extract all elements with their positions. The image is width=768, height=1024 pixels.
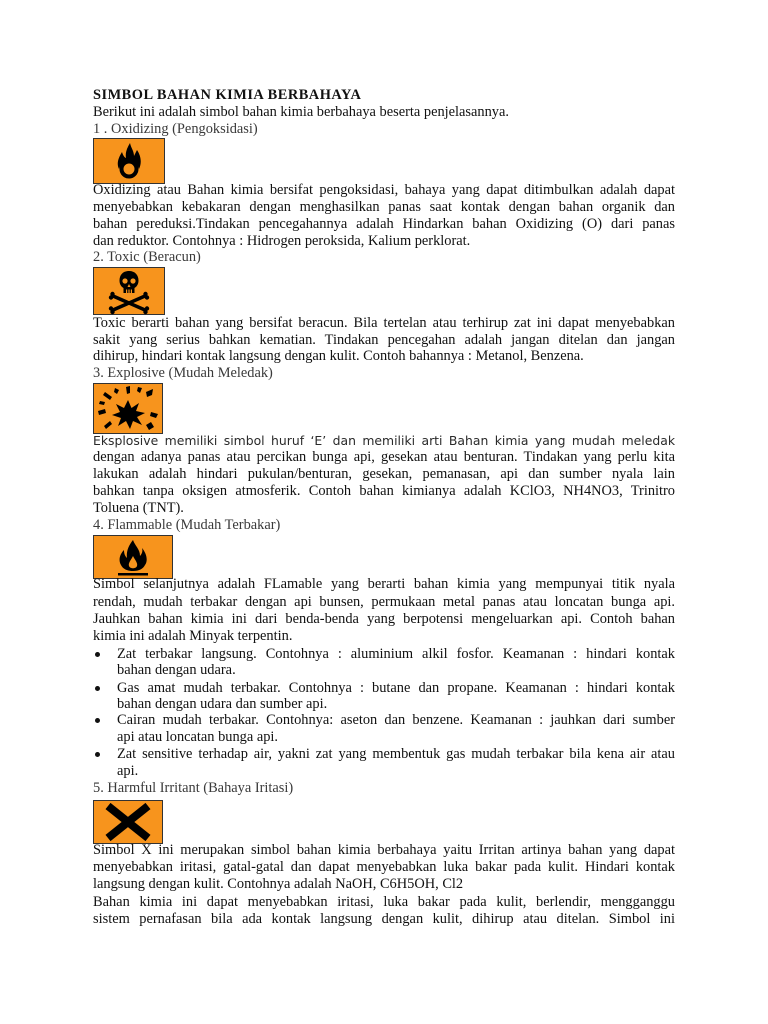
bullet-line: Zat terbakar langsung. Contohnya : aluminium alkil fosfor. Keamanan : hindari kontak [117, 646, 675, 662]
section-heading: 5. Harmful Irritant (Bahaya Iritasi) [93, 780, 294, 796]
bullet-line: Zat sensitive terhadap air, yakni zat yang membentuk gas mudah terbakar bila kena air atau [117, 746, 675, 762]
paragraph-line: rendah, mudah terbakar dengan api bunsen, permukaan metal panas atau loncatan bunga api. [93, 594, 675, 610]
paragraph-line: dan reduktor. Contohnya : Hidrogen peroksida, Kalium perklorat. [93, 233, 471, 249]
paragraph-line: bahkan tanpa oksigen atmosferik. Contoh bahan kimianya adalah KClO3, NH4NO3, Trinitro [93, 483, 675, 499]
paragraph-line: Simbol X ini merupakan simbol bahan kimia berbahaya yaitu Irritan artinya bahan yang dapat [93, 842, 675, 858]
bullet-marker [95, 746, 103, 763]
paragraph-line: Oxidizing atau Bahan kimia bersifat pengoksidasi, bahaya yang dapat ditimbulkan adalah dapat [93, 182, 675, 198]
irritant-symbol [93, 800, 163, 844]
bullet-marker [95, 712, 103, 729]
paragraph-line: dengan adanya panas atau percikan bunga api, gesekan atau benturan. Tindakan yang perlu kita [93, 449, 675, 465]
paragraph-line: bahan pereduksi.Tindakan pencegahannya adalah Hindarkan bahan Oxidizing (O) dari panas [93, 216, 675, 232]
paragraph-line: Bahan kimia ini dapat menyebabkan iritasi, luka bakar pada kulit, berlendir, mengganggu [93, 894, 675, 910]
paragraph-line: Toluena (TNT). [93, 500, 184, 516]
paragraph-line: Simbol selanjutnya adalah FLamable yang berarti bahan kimia yang mempunyai titik nyala [93, 576, 675, 592]
flammable-symbol [93, 535, 173, 579]
document-title: SIMBOL BAHAN KIMIA BERBAHAYA [93, 87, 362, 103]
paragraph-line: menyebabkan iritasi, gatal-gatal dan dapat menyebabkan luka bakar pada kulit. Hindari kontak [93, 859, 675, 875]
paragraph-line: dihirup, hindari kontak langsung dengan kulit. Contoh bahannya : Metanol, Benzena. [93, 348, 584, 364]
oxidizing-symbol [93, 138, 165, 184]
bullet-line: api atau loncatan bunga api. [117, 729, 279, 745]
paragraph-line: menyebabkan kebakaran dengan menghasilkan panas saat kontak dengan bahan organik dan [93, 199, 675, 215]
section-heading: 2. Toxic (Beracun) [93, 249, 201, 265]
bullet-line: bahan dengan udara. [117, 662, 236, 678]
section-heading: 1 . Oxidizing (Pengoksidasi) [93, 121, 258, 137]
bullet-line: bahan dengan udara dan sumber api. [117, 696, 328, 712]
intro-text: Berikut ini adalah simbol bahan kimia berbahaya beserta penjelasannya. [93, 104, 509, 120]
paragraph-line: kimia ini adalah Minyak terpentin. [93, 628, 293, 644]
paragraph-line: langsung dengan kulit. Contohnya adalah NaOH, C6H5OH, Cl2 [93, 876, 464, 892]
bullet-line: api. [117, 763, 139, 779]
paragraph-line: sakit yang serius bahkan kematian. Tindakan pencegahan adalah jangan ditelan dan jangan [93, 332, 675, 348]
paragraph-line: Toxic berarti bahan yang bersifat beracun. Bila tertelan atau terhirup zat ini dapat menyebabkan [93, 315, 675, 331]
paragraph-line: sistem pernafasan bila ada kontak langsung dengan kulit, dihirup atau ditelan. Simbol ini [93, 911, 675, 927]
paragraph-line: Jauhkan bahan kimia ini dari benda-benda yang berpotensi mengeluarkan api. Contoh bahan [93, 611, 675, 627]
paragraph-line: lakukan adalah hindari pukulan/benturan, gesekan, pemanasan, api dan sumber nyala lain [93, 466, 675, 482]
bullet-line: Gas amat mudah terbakar. Contohnya : butane dan propane. Keamanan : hindari kontak [117, 680, 675, 696]
toxic-symbol [93, 267, 165, 315]
explosive-symbol [93, 383, 163, 434]
bullet-line: Cairan mudah terbakar. Contohnya: aseton dan benzene. Keamanan : jauhkan dari sumber [117, 712, 675, 728]
paragraph-line: Eksplosive memiliki simbol huruf ‘E’ dan memiliki arti Bahan kimia yang mudah meledak [93, 433, 675, 448]
section-heading: 4. Flammable (Mudah Terbakar) [93, 517, 281, 533]
bullet-marker [95, 680, 103, 697]
section-heading: 3. Explosive (Mudah Meledak) [93, 365, 273, 381]
bullet-marker [95, 646, 103, 663]
